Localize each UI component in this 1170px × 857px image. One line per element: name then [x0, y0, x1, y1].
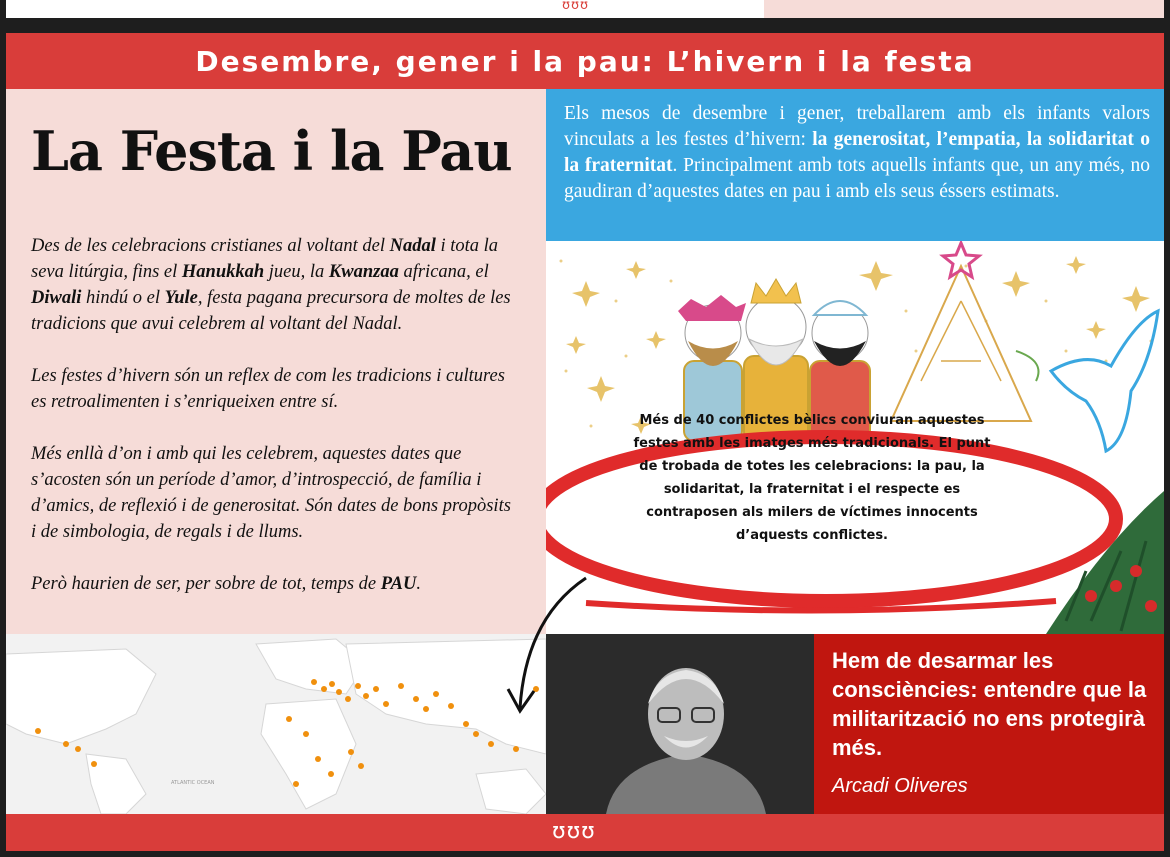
paragraph-4: Però haurien de ser, per sobre de tot, temps de PAU.: [31, 574, 421, 594]
left-panel: [6, 89, 546, 634]
ocean-label: ATLANTIC OCEAN: [171, 780, 215, 786]
footer-logo: ʊʊʊ: [552, 819, 596, 844]
quote-text: Hem de desarmar les consciències: entendre que la militarització no ens protegirà més.: [832, 648, 1147, 760]
paragraph-1: Des de les celebracions cristianes al voltant del Nadal i tota la seva litúrgia, fins el Hanukkah jueu, la Kwanzaa africana, el Diwali hindú o el Yule, festa pagana precursora de moltes de les tradicions que avui celebrem al voltant del Nadal.: [31, 236, 511, 334]
dove-icon: [1016, 311, 1158, 451]
portrait-photo: [546, 634, 814, 814]
portrait-image: [546, 634, 814, 814]
conflicts-map: [6, 634, 546, 814]
quote-box: [814, 634, 1164, 814]
paragraph-2: Les festes d’hivern són un reflex de com les tradicions i cultures es retroalimenten i s’enriqueixen entre sí.: [31, 366, 505, 412]
world-map: [6, 634, 546, 814]
page-footer: [6, 814, 1164, 851]
page-title: La Festa i la Pau: [31, 119, 512, 183]
values-box: [546, 89, 1164, 241]
quote-author: Arcadi Oliveres: [832, 775, 968, 797]
conflicts-text: Més de 40 conflictes bèlics conviuran aquestes festes amb les imatges més tradicionals. El punt de trobada de totes les celebracions: la pau, la solidaritat, la fraternitat i el respecte es contraposen als milers de víctimes innocents d’aquests conflictes.: [633, 413, 991, 543]
page-header: Desembre, gener i la pau: L’hivern i la festa: [6, 33, 1164, 89]
previous-page-pink: [764, 0, 1164, 18]
paragraph-3: Més enllà d’on i amb qui les celebrem, aquestes dates que s’acosten són un període d’amor, d’introspecció, de família i d’amics, de reflexió i de generositat. Són dates de bons propòsits i de simbologia, de regals i de llums.: [31, 444, 511, 542]
values-text: Els mesos de desembre i gener, treballarem amb els infants valors vinculats a les festes d’hivern: la generositat, l’empatia, la solidaritat o la fraternitat. Principalment amb tots aquells infants que, un any més, no gaudiran d’aquestes dates en pau i amb els seus éssers estimats.: [564, 103, 1151, 202]
top-logo: ʊʊʊ: [562, 0, 590, 13]
christmas-tree-icon: [891, 243, 1031, 421]
intro-text: [31, 233, 516, 623]
